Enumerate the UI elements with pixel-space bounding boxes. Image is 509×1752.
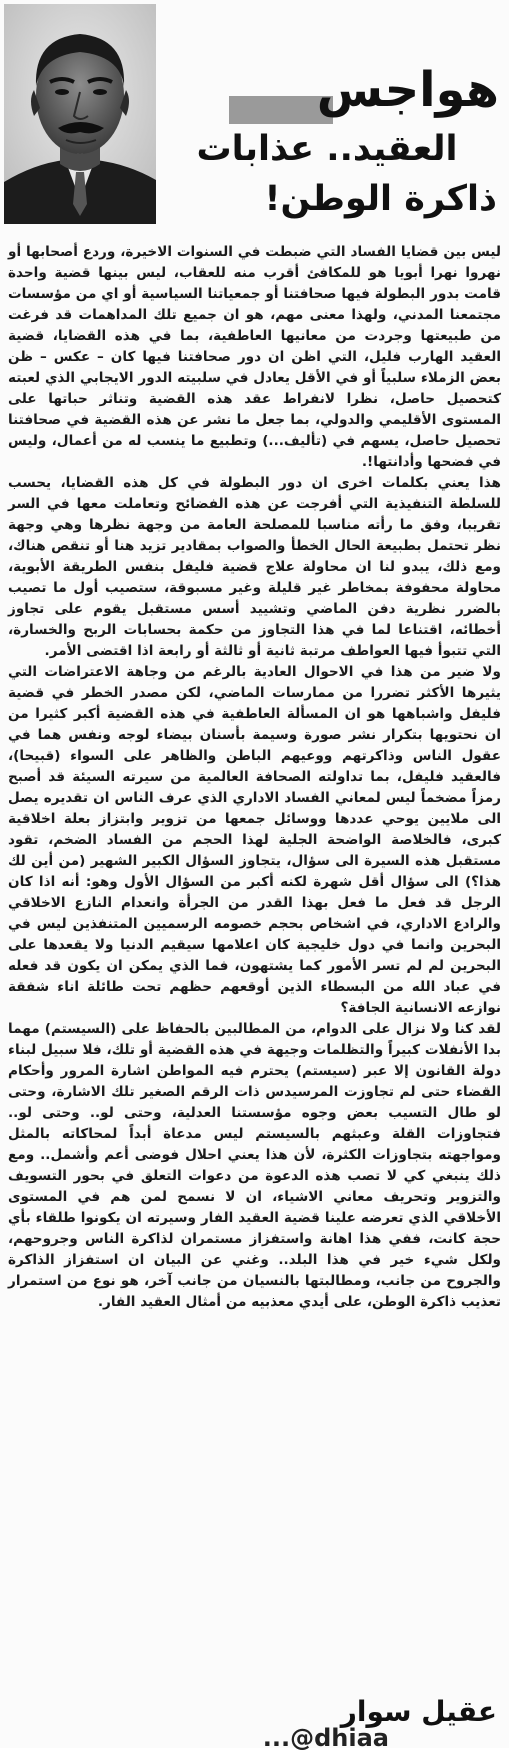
footer-email-partial: dhiaa@... bbox=[262, 1724, 389, 1752]
paragraph-1: ليس بين قضايا الفساد التي ضبطت في السنوات الاخيرة، وردع أصحابها أو نهروا نهرا أبويا هو للمكافئ أقرب منه للعقاب، ليس بينها قضية واحدة قامت بدور البطولة فيها صحافتنا أو جمعياتنا السياسية أو اي من مؤسسات مجتمعنا المدني، ولهذا معنى مهم، هو ان جميع تلك المداهمات قد فرغت من طبيعتها وجردت من معانيها العاطفية، بما في هذه القضايا، قضية العقيد الهارب فليل، التي اظن ان دور صحافتنا فيها كان – عكس – ظن بعض الزملاء سلبياً أو في الأقل يعادل في سلبيته الدور الايجابي الذي لعبته كتحصيل حاصل، نظرا لانفراط عقد هذه القضية وتناثر حباتها على المستوى الأقليمي والدولي، بما جعل ما نشر عن هذه القضية في صحافتنا تحصيل حاصل، يسهم في (تأليف...) وتطبيع ما ينسب له من أعمال، وليس في فضحها وأدانتها!. bbox=[8, 244, 501, 470]
headline-line-2: ذاكرة الوطن! bbox=[264, 179, 497, 219]
paragraph-2: هذا يعني بكلمات اخرى ان دور البطولة في كل هذه القضايا، يحسب للسلطة التنفيذية التي أفرجت عن هذه الفضائح وتعاملت معها في السر تقريبا، وفق ما رأته مناسبا للمصلحة العامة من وجهة نظرها وهي وجهة نظر تحتمل بطبيعة الحال الخطأ والصواب بمقادير تزيد هنا أو تنقص هناك، ومع ذلك، يبدو لنا ان محاولة علاج قضية فليفل بنفس الطريقة الأبوية، محاولة محفوفة بمخاطر غير قليلة وغير مسبوقة، ستصيب أول ما تصيب بالضرر نظرية دفن الماضي وتشييد أسس مستقبل يقوم على تجاوز أخطائه، اقتناعا لما في هذا التجاوز من حكمة بحسابات الربح والخسارة، التي تتبوأ فيها العواطف مرتبة ثانية أو ثالثة أو رابعة اذا اقتضى الأمر. bbox=[8, 475, 501, 659]
cropped-footer bbox=[0, 1724, 509, 1752]
author-photo-image bbox=[4, 4, 156, 224]
headline-line-1: العقيد.. عذابات bbox=[196, 129, 458, 169]
article-body bbox=[8, 242, 501, 1682]
author-byline: عقيل سوار bbox=[340, 1695, 497, 1728]
paragraph-4: لقد كنا ولا نزال على الدوام، من المطالبين بالحفاظ على (السيستم) مهما بدا الأنفلات كبيراً والتظلمات وجيهة في هذه القضية أو تلك، فلا سبيل لبناء دولة القانون إلا عبر (سيستم) يحترم فيه المواطن اشارة المرور وأحكام القضاء حتى لم تجاوزت المرسيدس ذات الرقم الصغير تلك الاشارة، وحتى لو طال التسيب بعض وجوه مؤسستنا العدلية، وحتى لو.. وحتى لو.. فتجاوزات القلة وعبثهم بالسيستم ليس مدعاة أبداً لمحاكاته بالمثل ومواجهته بتجاوزات الكثرة، لأن هذا يعني احلال فوضى أعم وأشمل.. ومع ذلك ينبغي كي لا تصب هذه الدعوة من دعوات التعلق في بحور التسويف والتزوير وتحريف معاني الاشياء، ان لا نسمح لمن هم في المستوى الأخلاقي الذي تعرضه علينا قضية العقيد الفار وسيرته ان يكونوا طلقاء بأي حجة كانت، ففي هذا اهانة واستفزاز مستمران لذاكرة الناس وجروحهم، ولكل شيء خير في هذا البلد.. وغني عن البيان ان استفزاز الذاكرة والجروح من جانب، ومطالبتها بالنسيان من جانب آخر، هو نوع من استمرار تعذيب ذاكرة الوطن، على أيدي معذبيه من أمثال العقيد الفار. bbox=[8, 1021, 501, 1310]
paragraph-3: ولا ضير من هذا في الاحوال العادية بالرغم من وجاهة الاعتراضات التي يثيرها الأكثر تضررا من ممارسات الماضي، لكن مصدر الخطر في قضية فليفل واشباهها هو ان المسألة العاطفية في هذه القضية أكبر كثيرا من ان نحتويها بتكرار نشر صورة وسيمة بأسنان بيضاء لوجه ونفس هما في عقول الناس وذاكرتهم ووعيهم الباطن والظاهر على السواء (قبيحا)، فالعقيد فليفل، بما تداولته الصحافة العالمية من سيرته السيئة قد أصبح رمزاً مضخماً ليس لمعاني الفساد الاداري الذي عرف الناس ان تقديره يصل الى ملايين يوحي عددها ووسائل جمعها من تزوير وابتزاز بعلة اخلاقية كبرى، فالخلاصة الواضحة الجلية لهذا الحجم من الفساد الضخم، تقود مستقبل هذه السيرة الى سؤال، يتجاوز السؤال الكبير الشهير (من أين لك هذا؟) الى سؤال أقل شهرة لكنه أكبر من السؤال الأول وهو: أنه اذا كان الرجل قد فعل ما فعل بهذا القدر من الجرأة وانعدام النازع الاخلاقي والرادع الاداري، في اشخاص بحجم خصومه الرسميين المتنفذين ليس في البحرين وانما في دول خليجية كان اعلامها سيقيم الدنيا ولا يقعدها على البحرين لم لم تسر الأمور كما يشتهون، فما الذي يمكن ان يكون قد فعله في عباد الله من البسطاء الذين أوقعهم حظهم تحت طائلة اناء شفقة نوازعه الانسانية الجافة؟ bbox=[8, 664, 501, 1016]
column-kicker: هواجس bbox=[316, 62, 499, 118]
author-portrait bbox=[4, 4, 156, 224]
